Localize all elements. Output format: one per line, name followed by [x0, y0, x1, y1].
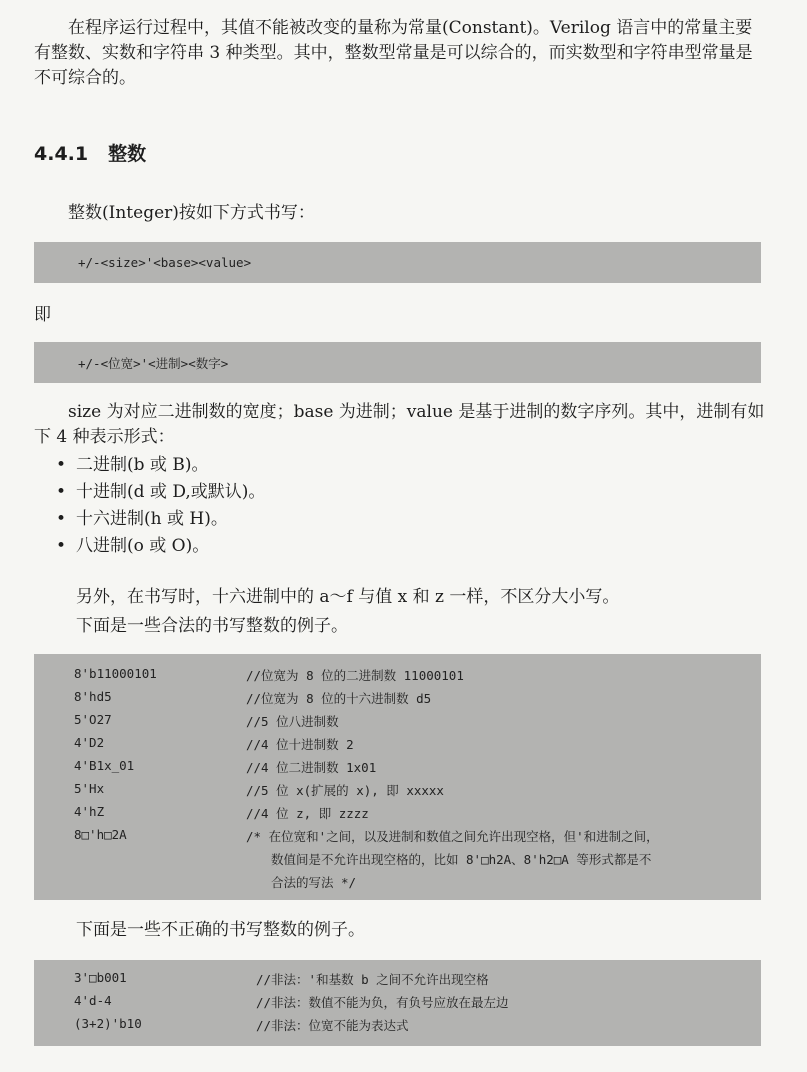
code-line: 4'd-4 [74, 993, 112, 1008]
syntax-box-cn [34, 342, 761, 383]
legal-intro: 下面是一些合法的书写整数的例子。 [76, 616, 348, 636]
code-comment: //位宽为 8 位的十六进制数 d5 [246, 691, 432, 706]
list-item: • 八进制(o 或 O)。 [56, 536, 210, 556]
intro-paragraph: 在程序运行过程中，其值不能被改变的量称为常量(Constant)。Verilog 语言中的常量主要有整数、实数和字符串 3 种类型。其中，整数型常量是可以综合的，而实数型和字符串型常量是不可综合的。 [34, 18, 753, 88]
section-heading [34, 141, 146, 167]
code-line: 8'hd5 [74, 689, 112, 704]
description-paragraph: size 为对应二进制数的宽度；base 为进制；value 是基于进制的数字序列。其中，进制有如下 4 种表示形式： [34, 402, 765, 447]
base-list [56, 452, 266, 560]
list-item: • 十六进制(h 或 H)。 [56, 509, 228, 529]
legal-examples-box [34, 654, 761, 900]
code-comment: //5 位八进制数 [246, 714, 339, 729]
code-line: 4'D2 [74, 735, 105, 750]
code-comment: /* 在位宽和'之间，以及进制和数值之间允许出现空格，但'和进制之间， [246, 829, 659, 844]
code-line: 5'Hx [74, 781, 105, 796]
syntax-cn: +/-<位宽>'<进制><数字> [78, 355, 229, 371]
ji-label: 即 [34, 305, 51, 325]
code-comment-continued: 合法的写法 */ [271, 875, 357, 890]
code-line: (3+2)'b10 [74, 1016, 142, 1031]
code-line: 8'b11000101 [74, 666, 157, 681]
illegal-examples-box [34, 960, 761, 1046]
illegal-intro: 下面是一些不正确的书写整数的例子。 [76, 920, 365, 940]
code-comment: //非法：'和基数 b 之间不允许出现空格 [256, 972, 489, 987]
code-comment: //4 位十进制数 2 [246, 737, 354, 752]
list-item: • 二进制(b 或 B)。 [56, 455, 209, 475]
integer-intro: 整数(Integer)按如下方式书写： [68, 203, 315, 223]
list-item: • 十进制(d 或 D,或默认)。 [56, 482, 266, 502]
code-comment: //位宽为 8 位的二进制数 11000101 [246, 668, 464, 683]
section-title: 整数 [108, 143, 147, 165]
code-comment: //非法：位宽不能为表达式 [256, 1018, 409, 1033]
section-number: 4.4.1 [34, 143, 89, 165]
code-comment: //4 位 z, 即 zzzz [246, 806, 369, 821]
hex-note: 另外，在书写时，十六进制中的 a～f 与值 x 和 z 一样，不区分大小写。 [76, 587, 620, 607]
code-line: 8□'h□2A [74, 827, 127, 842]
code-comment: //非法：数值不能为负，有负号应放在最左边 [256, 995, 509, 1010]
syntax-box-en [34, 242, 761, 283]
code-line: 4'B1x_01 [74, 758, 135, 773]
code-line: 5'O27 [74, 712, 112, 727]
code-comment: //5 位 x(扩展的 x), 即 xxxxx [246, 783, 444, 798]
code-comment: //4 位二进制数 1x01 [246, 760, 377, 775]
code-line: 4'hZ [74, 804, 105, 819]
syntax-en: +/-<size>'<base><value> [78, 255, 252, 270]
code-line: 3'□b001 [74, 970, 127, 985]
code-comment-continued: 数值间是不允许出现空格的，比如 8'□h2A、8'h2□A 等形式都是不 [271, 852, 652, 867]
